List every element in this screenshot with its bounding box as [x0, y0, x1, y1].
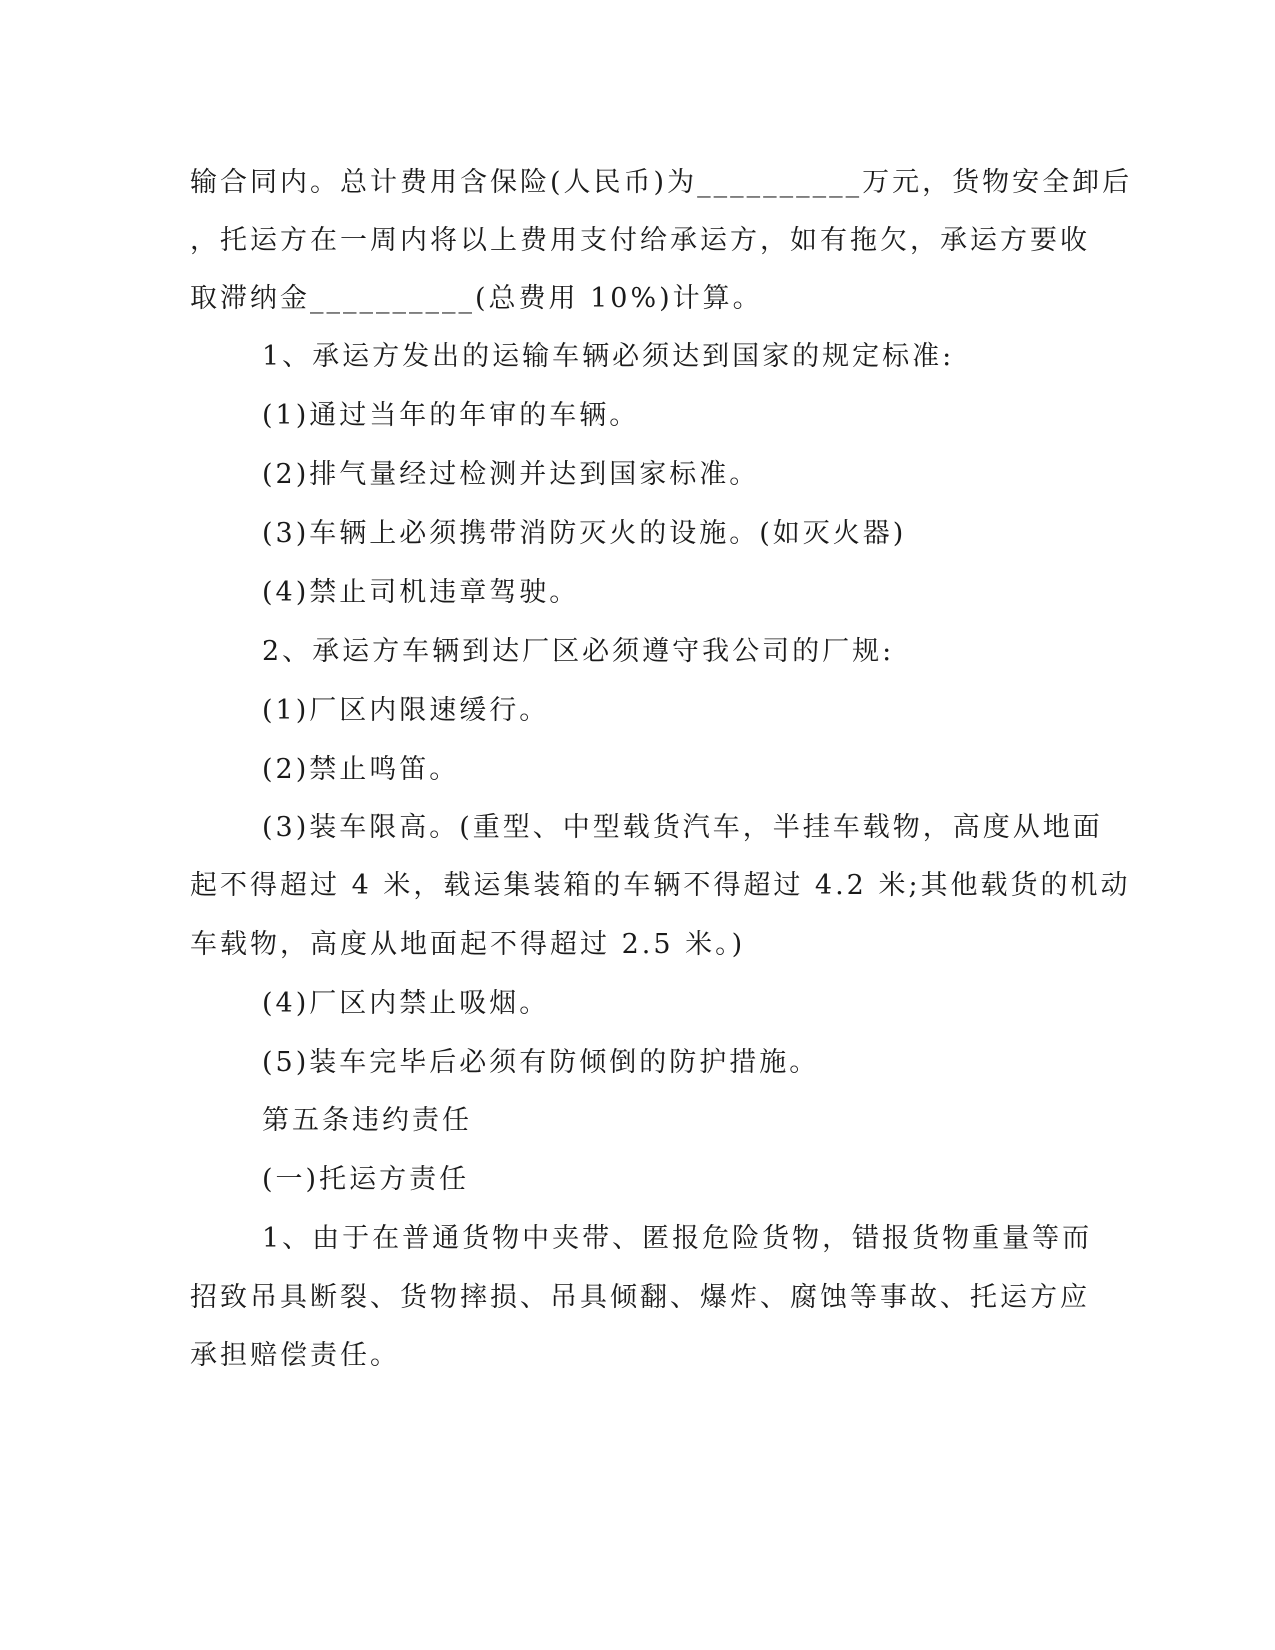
text-line: 承担赔偿责任。 — [190, 1340, 400, 1371]
text-line: (4)禁止司机违章驾驶。 — [262, 577, 580, 608]
text-line: (1)厂区内限速缓行。 — [262, 695, 550, 726]
text-line: 起不得超过 4 米，载运集装箱的车辆不得超过 4.2 米;其他载货的机动 — [190, 870, 1131, 901]
text-line: 车载物，高度从地面起不得超过 2.5 米。) — [190, 929, 746, 960]
text-line: 招致吊具断裂、货物摔损、吊具倾翻、爆炸、腐蚀等事故、托运方应 — [190, 1282, 1090, 1313]
text-line: 1、由于在普通货物中夹带、匿报危险货物，错报货物重量等而 — [262, 1223, 1093, 1254]
text-line: ，托运方在一周内将以上费用支付给承运方，如有拖欠，承运方要收 — [190, 225, 1090, 256]
text-line: 2、承运方车辆到达厂区必须遵守我公司的厂规: — [262, 636, 895, 667]
text-line: (1)通过当年的年审的车辆。 — [262, 400, 640, 431]
text-line: (2)禁止鸣笛。 — [262, 754, 460, 785]
text-line: 输合同内。总计费用含保险(人民币)为__________万元，货物安全卸后 — [190, 167, 1133, 198]
text-line: 1、承运方发出的运输车辆必须达到国家的规定标准: — [262, 341, 955, 372]
text-line: (5)装车完毕后必须有防倾倒的防护措施。 — [262, 1047, 820, 1078]
text-line: (3)车辆上必须携带消防灭火的设施。(如灭火器) — [262, 518, 907, 549]
subsection-heading: (一)托运方责任 — [262, 1164, 470, 1195]
text-line: (4)厂区内禁止吸烟。 — [262, 988, 550, 1019]
text-line: (3)装车限高。(重型、中型载货汽车，半挂车载物，高度从地面 — [262, 812, 1103, 843]
text-line: (2)排气量经过检测并达到国家标准。 — [262, 459, 760, 490]
section-heading: 第五条违约责任 — [262, 1105, 472, 1136]
text-line: 取滞纳金__________(总费用 10%)计算。 — [190, 283, 763, 314]
